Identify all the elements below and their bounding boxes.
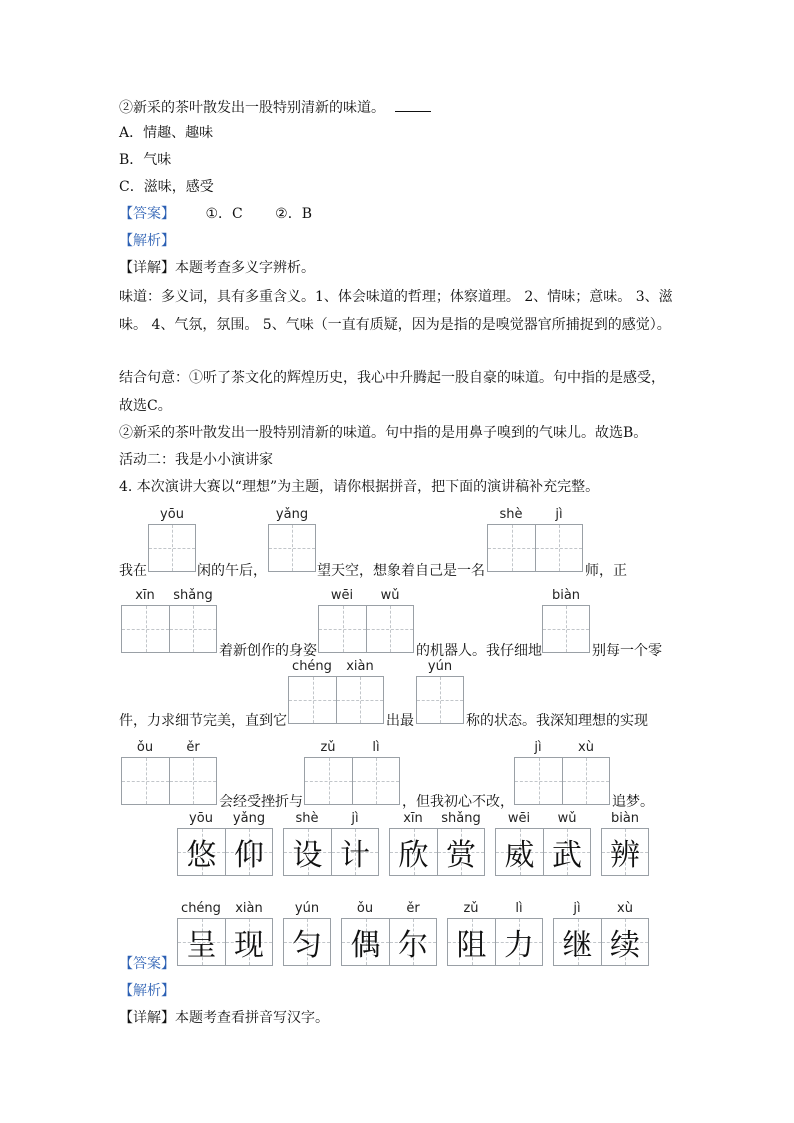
answer-pinyin: chéng: [181, 901, 221, 916]
answer-char: 阻: [456, 928, 487, 963]
answer-blank: [395, 97, 431, 112]
answer-char-box: [331, 828, 379, 876]
question-4: 4. 本次演讲大赛以“理想”为主题，请你根据拼音，把下面的演讲稿补充完整。: [119, 479, 600, 495]
answer-char: 武: [552, 838, 582, 873]
answer-char-box: [177, 918, 226, 966]
analysis-label-2: 【解析】: [119, 983, 175, 999]
char-box-wei[interactable]: [318, 605, 367, 653]
context-line-2: 故选C。: [119, 398, 172, 414]
answer-char-box: [389, 918, 437, 966]
answer-char-box: [225, 828, 273, 876]
char-box-cheng[interactable]: [288, 676, 337, 724]
pinyin-ou: ǒu: [136, 740, 154, 755]
pinyin-xin: xīn: [135, 588, 155, 603]
answer-char: 匀: [292, 928, 322, 963]
question-sentence-2: ②新采的茶叶散发出一股特别清新的味道。: [119, 97, 431, 117]
char-box-ji2[interactable]: [514, 757, 563, 805]
char-box-li[interactable]: [352, 757, 400, 805]
answer-char-box: [177, 828, 226, 876]
char-box-xu[interactable]: [562, 757, 610, 805]
pinyin-zu: zǔ: [320, 740, 336, 755]
pinyin-yun: yún: [427, 659, 453, 674]
answer-pinyin: yōu: [189, 811, 213, 826]
answer-char: 赏: [446, 838, 476, 873]
context-line-3: ②新采的茶叶散发出一股特别清新的味道。句中指的是用鼻子嗅到的气味儿。故选B。: [119, 425, 648, 441]
answer-label-2: 【答案】: [119, 956, 175, 972]
passage-text: 出最: [386, 713, 414, 729]
answer-char: 辨: [610, 838, 640, 873]
answer-char: 悠: [186, 838, 217, 873]
answer-pinyin: biàn: [610, 811, 640, 826]
answer-pinyin: xiàn: [235, 901, 263, 916]
answer-pinyin: ǒu: [356, 901, 374, 916]
detail-line: [119, 259, 315, 277]
answer-char: 力: [504, 928, 534, 963]
pinyin-wei: wēi: [330, 588, 354, 603]
answer-char: 计: [340, 838, 370, 873]
answer-2: ②．B: [275, 206, 313, 222]
detail-label: 【详解】: [119, 1010, 175, 1026]
char-box-she[interactable]: [487, 524, 536, 572]
passage-text: 追梦。: [612, 794, 654, 810]
answer-pinyin: xīn: [403, 811, 423, 826]
answer-char: 欣: [398, 838, 429, 873]
answer-char: 继: [562, 928, 593, 963]
meaning-line-1: 味道：多义词，具有多重含义。1、体会味道的哲理；体察道理。 2、情味；意味。 3、滋: [119, 289, 673, 305]
detail-text: 本题考查看拼音写汉字。: [175, 1010, 329, 1026]
pinyin-er: ěr: [186, 740, 200, 755]
pinyin-shang: shǎng: [173, 588, 213, 603]
context-line-1: 结合句意：①听了茶文化的辉煌历史，我心中升腾起一股自豪的味道。句中指的是感受，: [119, 370, 665, 386]
pinyin-ji2: jì: [534, 740, 542, 755]
passage-text: ，但我初心不改，: [402, 794, 514, 810]
answer-char-box: [495, 828, 544, 876]
answer-char: 现: [234, 928, 264, 963]
activity-2-title: 活动二：我是小小演讲家: [119, 452, 273, 468]
detail-label: 【详解】: [119, 260, 175, 276]
answer-pinyin: yǎng: [232, 811, 266, 826]
pinyin-yang: yǎng: [275, 507, 309, 522]
answer-char: 威: [504, 838, 535, 873]
answer-char: 呈: [186, 928, 217, 963]
char-box-ou[interactable]: [121, 757, 170, 805]
meaning-line-2: 味。 4、气氛，氛围。 5、气味（一直有质疑，因为是指的是嗅觉器官所捕捉到的感觉）。: [119, 317, 671, 333]
answer-pinyin: shè: [295, 811, 319, 826]
answer-pinyin: xù: [617, 901, 633, 916]
char-box-yun[interactable]: [416, 676, 464, 724]
answer-pinyin: shǎng: [441, 811, 481, 826]
pinyin-ji: jì: [555, 507, 563, 522]
answer-pinyin: wǔ: [557, 811, 577, 826]
answer-char: 尔: [398, 928, 428, 963]
option-b: B．气味: [119, 152, 172, 168]
pinyin-li: lì: [372, 740, 380, 755]
passage-text: 望天空，想象着自己是一名: [317, 563, 485, 579]
answer-char-box: [495, 918, 543, 966]
passage-text: 闲的午后，: [197, 563, 267, 579]
answer-char-box: [601, 918, 649, 966]
pinyin-xian: xiàn: [346, 659, 374, 674]
passage-text: 称的状态。我深知理想的实现: [466, 713, 648, 729]
pinyin-xu: xù: [578, 740, 594, 755]
answer-char-box: [543, 828, 591, 876]
option-a: A．情趣、趣味: [119, 125, 214, 141]
char-box-xin[interactable]: [121, 605, 170, 653]
answer-pinyin: jì: [573, 901, 581, 916]
char-box-xian[interactable]: [336, 676, 384, 724]
pinyin-you: yōu: [160, 507, 184, 522]
analysis-label: 【解析】: [119, 233, 175, 249]
answer-char-box: [447, 918, 496, 966]
answer-pinyin: yún: [294, 901, 320, 916]
char-box-wu[interactable]: [366, 605, 414, 653]
answer-char: 设: [292, 838, 323, 873]
answer-char: 续: [610, 928, 640, 963]
passage-text: 我在: [119, 563, 147, 579]
answer-pinyin: zǔ: [463, 901, 479, 916]
detail-text: 本题考查多义字辨析。: [175, 260, 315, 276]
answer-char-box: [283, 828, 332, 876]
pinyin-wu: wǔ: [380, 588, 400, 603]
answer-char-box: [389, 828, 438, 876]
passage-text: 别每一个零: [592, 643, 662, 659]
answer-pinyin: jì: [351, 811, 359, 826]
char-box-zu[interactable]: [304, 757, 353, 805]
pinyin-cheng: chéng: [292, 659, 332, 674]
char-box-bian[interactable]: [542, 605, 590, 653]
pinyin-bian: biàn: [551, 588, 581, 603]
pinyin-she: shè: [499, 507, 523, 522]
answer-char-box: [601, 828, 649, 876]
answer-char-box: [283, 918, 331, 966]
char-box-shang[interactable]: [169, 605, 217, 653]
detail-line-2: [119, 1009, 329, 1027]
answer-line: [119, 205, 312, 223]
passage-text: 件，力求细节完美，直到它: [119, 713, 287, 729]
answer-char-box: [225, 918, 273, 966]
answer-char: 仰: [234, 838, 264, 873]
char-box-you[interactable]: [148, 524, 196, 572]
answer-char-box: [553, 918, 602, 966]
char-box-ji[interactable]: [535, 524, 583, 572]
answer-char: 偶: [350, 928, 381, 963]
answer-pinyin: lì: [515, 901, 523, 916]
answer-char-box: [437, 828, 485, 876]
passage-text: 的机器人。我仔细地: [416, 643, 542, 659]
passage-text: 着新创作的身姿: [219, 643, 317, 659]
answer-1: ①．C: [205, 206, 243, 222]
char-box-er[interactable]: [169, 757, 217, 805]
char-box-yang[interactable]: [268, 524, 316, 572]
answer-char-box: [341, 918, 390, 966]
answer-pinyin: ěr: [406, 901, 420, 916]
option-c: C．滋味，感受: [119, 179, 214, 195]
answer-pinyin: wēi: [507, 811, 531, 826]
passage-text: 师，正: [585, 563, 627, 579]
passage-text: 会经受挫折与: [219, 794, 303, 810]
answer-label: 【答案】: [119, 206, 175, 222]
